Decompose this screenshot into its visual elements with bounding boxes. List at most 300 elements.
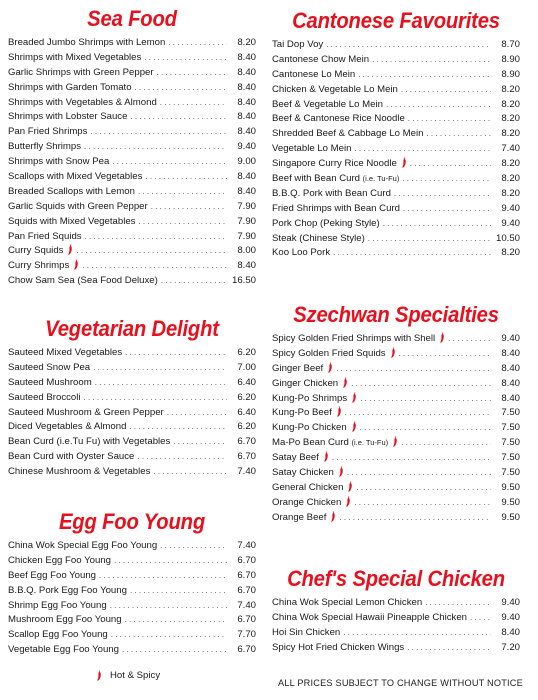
- menu-item: [8, 406, 256, 421]
- menu-item: [272, 142, 520, 157]
- dot-leader: [135, 81, 227, 96]
- item-price: 7.40: [237, 540, 256, 551]
- item-name-text: Breaded Jumbo Shrimps with Lemon: [8, 37, 166, 48]
- item-name: [272, 511, 336, 526]
- menu-item: [8, 539, 256, 554]
- section-title: Cantonese Favourites: [292, 8, 500, 33]
- menu-item: [272, 187, 520, 202]
- item-price: 16.50: [231, 275, 256, 287]
- menu-list: [8, 36, 256, 289]
- item-name: [8, 420, 126, 435]
- dot-leader: [345, 406, 491, 421]
- item-price: 8.40: [237, 171, 256, 183]
- item-name-text: Koo Loo Pork: [272, 247, 331, 259]
- item-price: 8.40: [237, 81, 256, 93]
- menu-item: [272, 202, 520, 217]
- dot-leader: [401, 83, 491, 98]
- item-name-text: Kung-Po Shrimps: [272, 392, 348, 404]
- item-name-text: Curry Shrimps: [8, 260, 70, 272]
- item-name-text: Vegetable Lo Mein: [272, 143, 352, 155]
- item-name-text: Ma-Po Bean Curd: [272, 437, 349, 449]
- menu-item: [8, 628, 256, 643]
- dot-leader: [161, 274, 227, 289]
- dot-leader: [125, 346, 227, 361]
- item-name-text: Satay Beef: [272, 452, 319, 464]
- dot-leader: [173, 435, 227, 450]
- item-name: [272, 641, 404, 656]
- dot-leader: [82, 259, 227, 274]
- menu-item: [272, 406, 520, 421]
- item-name-text: Shrimps with Vegetables & Almond: [8, 96, 157, 108]
- item-name: [272, 202, 400, 217]
- item-name: [272, 466, 344, 481]
- item-name: [272, 83, 398, 98]
- menu-item: [8, 51, 256, 66]
- item-name-text: Pan Fried Squids: [8, 230, 82, 242]
- item-name: [8, 569, 96, 584]
- chili-pepper-icon: [323, 451, 329, 462]
- item-name-text: Butterfly Shrimps: [8, 141, 82, 153]
- item-name-text: Beef Egg Foo Young: [8, 569, 97, 581]
- dot-leader: [347, 466, 491, 481]
- item-price: 7.50: [501, 407, 520, 419]
- item-price: 8.20: [501, 158, 520, 170]
- item-name-text: Bean Curd with Oyster Sauce: [8, 451, 135, 463]
- item-price: 9.40: [501, 202, 520, 214]
- chili-pepper-icon: [401, 157, 407, 168]
- menu-list: [8, 539, 256, 658]
- dot-leader: [360, 421, 491, 436]
- item-name: [272, 38, 323, 53]
- item-name-text: Orange Chicken: [272, 496, 342, 508]
- item-price: 7.40: [237, 599, 256, 611]
- item-name-text: Pan Fried Shrimps: [8, 126, 88, 138]
- item-name: [272, 362, 333, 377]
- item-price: 9.40: [501, 611, 520, 623]
- item-note: (i.e. Tu-Fu): [362, 174, 400, 184]
- item-name-text: Sauteed Broccoli: [8, 391, 81, 403]
- menu-item: [272, 38, 520, 53]
- item-price: 7.00: [237, 361, 256, 373]
- item-name: [8, 185, 135, 200]
- menu-item: [272, 347, 520, 362]
- item-name: [8, 554, 111, 569]
- menu-item: [8, 244, 256, 259]
- dot-leader: [95, 376, 227, 391]
- item-price: 7.50: [501, 422, 520, 434]
- menu-list: [272, 38, 520, 261]
- item-name: [8, 435, 170, 450]
- item-name-text: Chow Sam Sea (Sea Food Deluxe): [8, 275, 158, 287]
- item-name: [8, 155, 109, 170]
- item-name-text: Breaded Scallops with Lemon: [8, 185, 135, 197]
- dot-leader: [358, 68, 491, 83]
- item-name-text: China Wok Special Egg Foo Young: [8, 540, 158, 551]
- item-price: 7.50: [501, 467, 520, 479]
- dot-leader: [151, 200, 227, 215]
- item-name: [8, 376, 92, 391]
- section-vegetarian: [8, 316, 256, 480]
- menu-item: [8, 599, 256, 614]
- item-name: [8, 346, 122, 361]
- item-name-text: Mushroom Egg Foo Young: [8, 614, 122, 626]
- item-name-text: Shrimps with Garden Tomato: [8, 81, 132, 93]
- item-price: 7.90: [237, 215, 256, 227]
- item-price: 8.40: [237, 51, 256, 63]
- item-name-text: China Wok Special Lemon Chicken: [272, 597, 423, 608]
- item-price: 8.20: [501, 173, 520, 185]
- item-name-text: Shrimps with Snow Pea: [8, 156, 110, 168]
- item-name: [272, 611, 467, 626]
- item-name: [8, 170, 142, 185]
- dot-leader: [402, 172, 491, 187]
- item-name: [8, 125, 87, 140]
- dot-leader: [160, 539, 227, 554]
- menu-item: [272, 626, 520, 641]
- item-name-text: Ginger Chicken: [272, 377, 339, 389]
- item-name-text: Sauteed Mushroom: [8, 376, 92, 388]
- item-price: 9.40: [237, 141, 256, 153]
- item-price: 8.20: [501, 83, 520, 95]
- item-name: [8, 406, 164, 421]
- section-szechwan: [272, 302, 520, 526]
- menu-item: [8, 643, 256, 658]
- menu-item: [8, 36, 256, 51]
- dot-leader: [372, 53, 491, 68]
- menu-item: [8, 435, 256, 450]
- menu-item: [8, 450, 256, 465]
- item-name: [8, 465, 150, 480]
- item-price: 8.20: [501, 98, 520, 110]
- dot-leader: [399, 347, 491, 362]
- menu-item: [8, 200, 256, 215]
- chili-pepper-icon: [338, 466, 344, 477]
- menu-item: [272, 332, 520, 347]
- dot-leader: [336, 362, 491, 377]
- menu-item: [8, 259, 256, 274]
- item-name-text: Orange Beef: [272, 511, 327, 523]
- dot-leader: [368, 232, 491, 247]
- item-price: 9.40: [501, 333, 520, 344]
- menu-item: [272, 466, 520, 481]
- chili-pepper-icon: [351, 421, 357, 432]
- dot-leader: [112, 155, 227, 170]
- menu-item: [8, 81, 256, 96]
- dot-leader: [448, 332, 491, 347]
- item-price: 8.00: [237, 245, 256, 257]
- dot-leader: [343, 626, 491, 641]
- dot-leader: [130, 584, 227, 599]
- item-name-text: Sauteed Snow Pea: [8, 361, 91, 373]
- dot-leader: [407, 641, 491, 656]
- menu-item: [272, 83, 520, 98]
- item-price: 8.20: [237, 37, 256, 48]
- item-price: 7.90: [237, 200, 256, 212]
- section-title: Egg Foo Young: [58, 509, 206, 534]
- menu-item: [8, 170, 256, 185]
- item-name-text: Steak (Chinese Style): [272, 232, 365, 244]
- menu-item: [272, 157, 520, 172]
- dot-leader: [326, 38, 491, 53]
- item-name: [272, 98, 383, 113]
- menu-item: [272, 217, 520, 232]
- item-name: [272, 421, 357, 436]
- menu-item: [272, 98, 520, 113]
- dot-leader: [76, 244, 227, 259]
- item-name-text: China Wok Special Hawaii Pineapple Chicken: [272, 611, 467, 623]
- item-name-text: Spicy Golden Fried Squids: [272, 347, 386, 359]
- price-disclaimer: ALL PRICES SUBJECT TO CHANGE WITHOUT NOTICE: [278, 678, 523, 688]
- item-name: [8, 96, 157, 111]
- item-name: [8, 244, 73, 259]
- menu-item: [8, 376, 256, 391]
- item-name-text: Scallop Egg Foo Young: [8, 629, 108, 641]
- item-name-text: Kung-Po Beef: [272, 407, 332, 419]
- chili-pepper-icon: [390, 347, 396, 358]
- item-price: 8.90: [501, 53, 520, 65]
- item-price: 8.40: [501, 377, 520, 389]
- item-name: [272, 187, 391, 202]
- chili-pepper-icon: [439, 332, 445, 343]
- chili-pepper-icon: [330, 511, 336, 522]
- chili-pepper-icon: [73, 259, 79, 270]
- dot-leader: [122, 643, 227, 658]
- dot-leader: [111, 628, 227, 643]
- dot-leader: [394, 187, 491, 202]
- dot-leader: [157, 66, 227, 81]
- dot-leader: [426, 127, 491, 142]
- dot-leader: [168, 36, 227, 51]
- item-price: 7.70: [237, 629, 256, 641]
- item-name: [8, 539, 157, 554]
- item-name: [8, 643, 119, 658]
- item-price: 8.90: [501, 68, 520, 80]
- menu-item: [8, 125, 256, 140]
- dot-leader: [160, 96, 227, 111]
- item-name-text: Shrimps with Mixed Vegetables: [8, 51, 142, 63]
- item-name-text: Beef & Vegetable Lo Mein: [272, 98, 383, 110]
- item-name: [8, 66, 154, 81]
- item-note: (i.e. Tu-Fu): [351, 438, 389, 448]
- menu-item: [8, 584, 256, 599]
- item-name: [8, 274, 158, 289]
- item-price: 7.20: [501, 641, 520, 653]
- item-name-text: Hoi Sin Chicken: [272, 626, 341, 638]
- item-name: [8, 584, 127, 599]
- item-name: [272, 157, 407, 172]
- item-price: 8.40: [501, 392, 520, 404]
- item-price: 9.40: [501, 597, 520, 608]
- dot-leader: [339, 511, 491, 526]
- menu-list: [272, 596, 520, 656]
- menu-item: [272, 611, 520, 626]
- item-price: 6.70: [237, 644, 256, 656]
- item-price: 6.20: [237, 347, 256, 358]
- menu-item: [8, 274, 256, 289]
- item-name: [272, 496, 351, 511]
- menu-item: [272, 451, 520, 466]
- dot-leader: [85, 230, 227, 245]
- item-name-text: Pork Chop (Peking Style): [272, 217, 380, 229]
- item-price: 9.00: [237, 156, 256, 168]
- item-name-text: General Chicken: [272, 481, 344, 493]
- chili-pepper-icon: [67, 244, 73, 255]
- menu-item: [8, 96, 256, 111]
- item-name: [272, 377, 348, 392]
- chili-pepper-icon: [327, 362, 333, 373]
- dot-leader: [167, 406, 227, 421]
- menu-item: [8, 185, 256, 200]
- item-name-text: B.B.Q. Pork Egg Foo Young: [8, 584, 127, 596]
- menu-item: [272, 421, 520, 436]
- item-price: 6.70: [237, 584, 256, 596]
- item-price: 7.50: [501, 452, 520, 464]
- dot-leader: [425, 596, 491, 611]
- dot-leader: [356, 481, 491, 496]
- item-price: 9.50: [501, 481, 520, 493]
- menu-item: [8, 110, 256, 125]
- item-name-text: Beef & Cantonese Rice Noodle: [272, 113, 405, 125]
- item-name-text: B.B.Q. Pork with Bean Curd: [272, 187, 391, 199]
- item-name-text: Vegetable Egg Foo Young: [8, 644, 119, 656]
- item-name-text: Shrimps with Lobster Sauce: [8, 111, 128, 123]
- item-name: [272, 217, 380, 232]
- dot-leader: [84, 140, 227, 155]
- menu-item: [272, 68, 520, 83]
- dot-leader: [383, 217, 491, 232]
- item-price: 7.40: [501, 143, 520, 155]
- item-price: 10.50: [495, 232, 520, 244]
- item-price: 7.40: [237, 466, 256, 478]
- item-name-text: Scallops with Mixed Vegetables: [8, 171, 143, 183]
- menu-item: [272, 496, 520, 511]
- item-price: 6.70: [237, 569, 256, 581]
- menu-item: [8, 391, 256, 406]
- menu-item: [8, 215, 256, 230]
- menu-item: [272, 246, 520, 261]
- menu-list: [272, 332, 520, 526]
- item-name-text: Spicy Hot Fried Chicken Wings: [272, 641, 405, 653]
- section-title: Vegetarian Delight: [45, 316, 219, 341]
- menu-item: [272, 596, 520, 611]
- menu-item: [8, 230, 256, 245]
- item-name: [272, 596, 422, 611]
- dot-leader: [138, 185, 227, 200]
- item-price: 8.20: [501, 128, 520, 140]
- item-name-text: Kung-Po Chicken: [272, 422, 347, 434]
- section-chefs-special: [272, 566, 520, 656]
- item-name-text: Sauteed Mixed Vegetables: [8, 347, 123, 358]
- item-price: 8.40: [237, 185, 256, 197]
- item-name: [272, 406, 342, 421]
- dot-leader: [84, 391, 227, 406]
- item-name: [8, 215, 135, 230]
- chili-pepper-icon: [336, 406, 342, 417]
- item-name: [8, 361, 90, 376]
- item-name: [8, 51, 141, 66]
- item-name-text: Spicy Golden Fried Shrimps with Shell: [272, 333, 436, 344]
- item-price: 9.50: [501, 496, 520, 508]
- item-name-text: Shrimp Egg Foo Young: [8, 599, 107, 611]
- dot-leader: [144, 51, 227, 66]
- section-sea-food: [8, 6, 256, 289]
- menu-item: [8, 361, 256, 376]
- menu-item: [272, 377, 520, 392]
- legend-label: Hot & Spicy: [110, 670, 161, 681]
- section-title: Sea Food: [87, 6, 177, 31]
- dot-leader: [145, 170, 227, 185]
- menu-item: [272, 232, 520, 247]
- dot-leader: [354, 496, 491, 511]
- dot-leader: [137, 450, 227, 465]
- item-price: 8.40: [237, 66, 256, 78]
- item-name: [272, 626, 340, 641]
- item-name: [272, 142, 351, 157]
- chili-pepper-icon: [347, 481, 353, 492]
- menu-item: [272, 127, 520, 142]
- item-price: 7.90: [237, 230, 256, 242]
- chili-pepper-icon: [342, 377, 348, 388]
- item-name-text: Fried Shrimps with Bean Curd: [272, 202, 400, 214]
- menu-item: [8, 569, 256, 584]
- item-name-text: Cantonese Chow Mein: [272, 53, 370, 65]
- dot-leader: [403, 202, 491, 217]
- dot-leader: [410, 157, 491, 172]
- menu-item: [8, 140, 256, 155]
- dot-leader: [110, 599, 227, 614]
- dot-leader: [93, 361, 227, 376]
- item-price: 8.40: [501, 362, 520, 374]
- dot-leader: [332, 451, 491, 466]
- item-name: [8, 230, 82, 245]
- section-cantonese: [272, 8, 520, 261]
- dot-leader: [138, 215, 227, 230]
- item-price: 8.40: [237, 126, 256, 138]
- item-price: 6.70: [237, 436, 256, 448]
- dot-leader: [130, 110, 227, 125]
- item-name-text: Curry Squids: [8, 245, 64, 257]
- item-name: [272, 436, 398, 451]
- item-name: [8, 599, 107, 614]
- item-price: 8.40: [237, 96, 256, 108]
- item-name: [272, 347, 396, 362]
- item-name: [8, 613, 122, 628]
- item-price: 9.40: [501, 217, 520, 229]
- item-name-text: Shredded Beef & Cabbage Lo Mein: [272, 128, 424, 140]
- menu-item: [8, 465, 256, 480]
- chili-pepper-icon: [96, 670, 102, 681]
- item-name: [8, 200, 148, 215]
- item-name: [272, 68, 355, 83]
- menu-item: [272, 436, 520, 451]
- item-price: 8.20: [501, 187, 520, 199]
- item-price: 8.20: [501, 113, 520, 125]
- item-price: 6.20: [237, 421, 256, 433]
- item-name-text: Beef with Bean Curd: [272, 173, 360, 185]
- item-name: [272, 172, 399, 187]
- menu-item: [8, 420, 256, 435]
- item-name-text: Garlic Shrimps with Green Pepper: [8, 66, 154, 78]
- item-name-text: Bean Curd (i.e.Tu Fu) with Vegetables: [8, 436, 171, 448]
- item-name-text: Chicken Egg Foo Young: [8, 554, 111, 566]
- section-title: Szechwan Specialties: [293, 302, 499, 327]
- item-name: [8, 259, 79, 274]
- item-price: 6.70: [237, 451, 256, 463]
- dot-leader: [360, 392, 491, 407]
- chili-pepper-icon: [345, 496, 351, 507]
- item-name: [8, 450, 134, 465]
- dot-leader: [408, 112, 491, 127]
